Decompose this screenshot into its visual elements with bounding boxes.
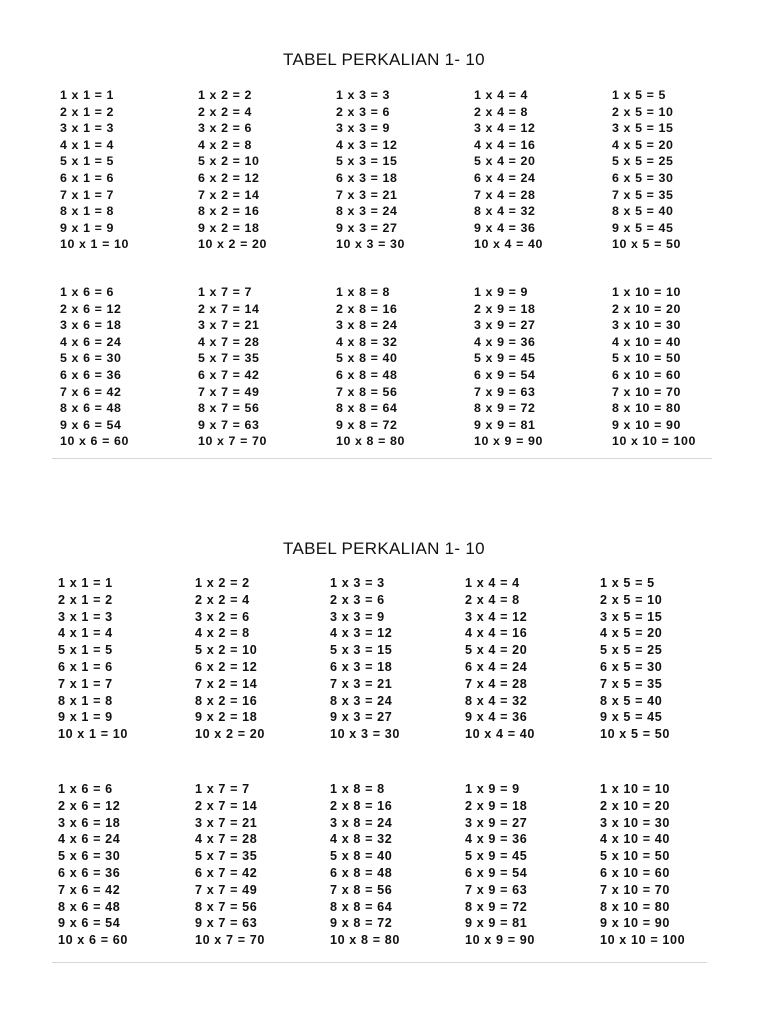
multiplication-row: 1 x 7 = 7 [195,782,250,796]
multiplication-row: 2 x 2 = 4 [195,592,250,607]
multiplication-row: 9 x 4 = 36 [465,710,528,725]
multiplication-row: 3 x 4 = 12 [465,609,528,624]
multiplication-row: 6 x 9 = 54 [465,865,528,880]
multiplication-row: 4 x 3 = 12 [336,137,398,152]
multiplication-row: 7 x 8 = 56 [330,882,393,897]
table-column [465,781,535,949]
multiplication-row: 10 x 6 = 60 [60,434,129,449]
multiplication-row: 8 x 9 = 72 [465,899,528,914]
multiplication-row: 9 x 3 = 27 [330,710,393,725]
multiplication-row: 10 x 6 = 60 [58,933,128,948]
multiplication-row: 6 x 1 = 6 [60,170,114,185]
multiplication-row: 9 x 9 = 81 [465,916,528,931]
sheet-title: TABEL PERKALIAN 1- 10 [283,50,485,69]
multiplication-row: 2 x 6 = 12 [58,798,121,813]
multiplication-row: 10 x 5 = 50 [600,727,670,742]
table-column [612,87,681,253]
multiplication-row: 2 x 10 = 20 [612,301,681,316]
multiplication-row: 4 x 5 = 20 [600,626,663,641]
multiplication-row: 6 x 8 = 48 [336,367,398,382]
multiplication-row: 2 x 5 = 10 [600,592,663,607]
multiplication-row: 10 x 3 = 30 [336,237,405,252]
divider [52,458,712,459]
multiplication-row: 9 x 10 = 90 [612,417,681,432]
multiplication-row: 5 x 6 = 30 [58,849,121,864]
multiplication-row: 5 x 1 = 5 [60,154,114,169]
multiplication-row: 8 x 3 = 24 [336,204,398,219]
multiplication-row: 10 x 7 = 70 [198,434,267,449]
multiplication-row: 5 x 4 = 20 [474,154,536,169]
multiplication-row: 3 x 4 = 12 [474,121,536,136]
multiplication-row: 4 x 9 = 36 [474,334,536,349]
multiplication-row: 7 x 8 = 56 [336,384,398,399]
multiplication-row: 4 x 6 = 24 [58,832,121,847]
multiplication-row: 3 x 10 = 30 [612,318,681,333]
multiplication-row: 5 x 3 = 15 [330,643,393,658]
multiplication-row: 3 x 3 = 9 [336,121,390,136]
multiplication-row: 4 x 2 = 8 [198,137,252,152]
multiplication-row: 9 x 2 = 18 [198,220,260,235]
multiplication-row: 5 x 9 = 45 [474,351,536,366]
divider [52,962,707,963]
multiplication-row: 5 x 7 = 35 [195,849,258,864]
multiplication-row: 9 x 6 = 54 [60,417,122,432]
multiplication-row: 6 x 7 = 42 [195,865,258,880]
multiplication-row: 8 x 10 = 80 [600,899,670,914]
multiplication-row: 8 x 2 = 16 [195,693,258,708]
multiplication-row: 2 x 7 = 14 [195,798,258,813]
multiplication-row: 2 x 3 = 6 [330,592,385,607]
multiplication-row: 9 x 7 = 63 [198,417,260,432]
multiplication-row: 10 x 5 = 50 [612,237,681,252]
multiplication-row: 10 x 1 = 10 [60,237,129,252]
multiplication-row: 8 x 8 = 64 [336,401,398,416]
multiplication-row: 8 x 7 = 56 [198,401,260,416]
table-column [60,87,129,253]
multiplication-row: 1 x 6 = 6 [60,285,114,299]
multiplication-row: 3 x 8 = 24 [330,815,393,830]
multiplication-row: 9 x 5 = 45 [600,710,663,725]
multiplication-row: 8 x 2 = 16 [198,204,260,219]
multiplication-row: 9 x 6 = 54 [58,916,121,931]
multiplication-row: 6 x 6 = 36 [58,865,121,880]
multiplication-row: 1 x 4 = 4 [474,88,528,102]
multiplication-row: 5 x 8 = 40 [336,351,398,366]
multiplication-row: 7 x 5 = 35 [600,676,663,691]
multiplication-row: 3 x 2 = 6 [195,609,250,624]
multiplication-row: 6 x 10 = 60 [612,367,681,382]
multiplication-row: 6 x 5 = 30 [600,659,663,674]
multiplication-row: 4 x 9 = 36 [465,832,528,847]
multiplication-row: 7 x 6 = 42 [58,882,121,897]
multiplication-row: 8 x 1 = 8 [58,693,113,708]
multiplication-row: 4 x 3 = 12 [330,626,393,641]
multiplication-row: 1 x 6 = 6 [58,782,113,796]
multiplication-row: 1 x 9 = 9 [474,285,528,299]
multiplication-row: 3 x 5 = 15 [612,121,674,136]
multiplication-row: 6 x 5 = 30 [612,170,674,185]
multiplication-row: 6 x 2 = 12 [198,170,260,185]
multiplication-row: 9 x 4 = 36 [474,220,536,235]
multiplication-row: 1 x 1 = 1 [60,88,114,102]
multiplication-row: 10 x 2 = 20 [195,727,265,742]
multiplication-row: 9 x 7 = 63 [195,916,258,931]
table-column [58,575,128,743]
multiplication-row: 9 x 5 = 45 [612,220,674,235]
multiplication-row: 10 x 8 = 80 [330,933,400,948]
multiplication-row: 4 x 10 = 40 [612,334,681,349]
multiplication-row: 9 x 8 = 72 [330,916,393,931]
table-column [195,781,265,949]
table-column [198,284,267,450]
multiplication-row: 6 x 1 = 6 [58,659,113,674]
multiplication-row: 3 x 7 = 21 [198,318,260,333]
multiplication-row: 4 x 2 = 8 [195,626,250,641]
table-column [330,781,400,949]
multiplication-row: 4 x 6 = 24 [60,334,122,349]
multiplication-row: 10 x 7 = 70 [195,933,265,948]
multiplication-row: 8 x 6 = 48 [60,401,122,416]
multiplication-row: 3 x 9 = 27 [474,318,536,333]
multiplication-row: 5 x 9 = 45 [465,849,528,864]
multiplication-row: 10 x 10 = 100 [600,933,686,948]
multiplication-row: 5 x 7 = 35 [198,351,260,366]
multiplication-row: 10 x 9 = 90 [465,933,535,948]
table-column [336,87,405,253]
multiplication-row: 8 x 4 = 32 [474,204,536,219]
multiplication-row: 7 x 2 = 14 [195,676,258,691]
multiplication-row: 3 x 10 = 30 [600,815,670,830]
multiplication-row: 6 x 3 = 18 [336,170,398,185]
multiplication-row: 6 x 4 = 24 [465,659,528,674]
multiplication-row: 9 x 2 = 18 [195,710,258,725]
multiplication-row: 2 x 1 = 2 [58,592,113,607]
multiplication-row: 7 x 3 = 21 [330,676,393,691]
multiplication-row: 2 x 8 = 16 [336,301,398,316]
multiplication-row: 8 x 9 = 72 [474,401,536,416]
multiplication-row: 9 x 8 = 72 [336,417,398,432]
multiplication-row: 1 x 2 = 2 [195,576,250,590]
multiplication-row: 1 x 8 = 8 [336,285,390,299]
multiplication-row: 1 x 3 = 3 [330,576,385,590]
multiplication-row: 2 x 6 = 12 [60,301,122,316]
multiplication-row: 10 x 2 = 20 [198,237,267,252]
multiplication-row: 5 x 6 = 30 [60,351,122,366]
multiplication-row: 1 x 9 = 9 [465,782,520,796]
multiplication-row: 4 x 7 = 28 [198,334,260,349]
table-column [474,87,543,253]
multiplication-row: 3 x 6 = 18 [60,318,122,333]
multiplication-row: 7 x 9 = 63 [474,384,536,399]
multiplication-row: 9 x 3 = 27 [336,220,398,235]
multiplication-row: 3 x 6 = 18 [58,815,121,830]
table-column [198,87,267,253]
multiplication-row: 3 x 8 = 24 [336,318,398,333]
multiplication-row: 1 x 5 = 5 [600,576,655,590]
multiplication-row: 7 x 7 = 49 [198,384,260,399]
multiplication-row: 2 x 4 = 8 [465,592,520,607]
multiplication-row: 7 x 4 = 28 [474,187,536,202]
multiplication-row: 7 x 3 = 21 [336,187,398,202]
multiplication-row: 5 x 2 = 10 [198,154,260,169]
multiplication-row: 5 x 5 = 25 [612,154,674,169]
multiplication-row: 4 x 5 = 20 [612,137,674,152]
multiplication-row: 7 x 9 = 63 [465,882,528,897]
multiplication-row: 1 x 8 = 8 [330,782,385,796]
multiplication-row: 2 x 3 = 6 [336,104,390,119]
multiplication-row: 1 x 4 = 4 [465,576,520,590]
multiplication-row: 4 x 8 = 32 [330,832,393,847]
multiplication-row: 5 x 8 = 40 [330,849,393,864]
multiplication-row: 2 x 8 = 16 [330,798,393,813]
multiplication-row: 4 x 4 = 16 [465,626,528,641]
multiplication-row: 4 x 10 = 40 [600,832,670,847]
multiplication-row: 6 x 10 = 60 [600,865,670,880]
multiplication-row: 7 x 2 = 14 [198,187,260,202]
multiplication-row: 7 x 1 = 7 [60,187,114,202]
multiplication-row: 9 x 1 = 9 [58,710,113,725]
multiplication-row: 3 x 3 = 9 [330,609,385,624]
multiplication-row: 3 x 9 = 27 [465,815,528,830]
multiplication-row: 9 x 9 = 81 [474,417,536,432]
multiplication-row: 2 x 9 = 18 [465,798,528,813]
multiplication-row: 10 x 9 = 90 [474,434,543,449]
table-column [612,284,696,450]
multiplication-row: 10 x 10 = 100 [612,434,696,449]
multiplication-row: 6 x 9 = 54 [474,367,536,382]
multiplication-row: 8 x 5 = 40 [612,204,674,219]
table-column [60,284,129,450]
multiplication-row: 8 x 3 = 24 [330,693,393,708]
multiplication-row: 5 x 4 = 20 [465,643,528,658]
multiplication-row: 4 x 1 = 4 [58,626,113,641]
multiplication-row: 2 x 1 = 2 [60,104,114,119]
multiplication-row: 5 x 3 = 15 [336,154,398,169]
multiplication-row: 6 x 7 = 42 [198,367,260,382]
multiplication-row: 8 x 4 = 32 [465,693,528,708]
multiplication-row: 4 x 7 = 28 [195,832,258,847]
multiplication-row: 8 x 6 = 48 [58,899,121,914]
multiplication-row: 10 x 4 = 40 [474,237,543,252]
multiplication-row: 10 x 4 = 40 [465,727,535,742]
multiplication-row: 1 x 10 = 10 [600,782,670,796]
multiplication-row: 7 x 10 = 70 [600,882,670,897]
multiplication-row: 2 x 5 = 10 [612,104,674,119]
multiplication-row: 5 x 1 = 5 [58,643,113,658]
multiplication-row: 7 x 6 = 42 [60,384,122,399]
multiplication-row: 2 x 7 = 14 [198,301,260,316]
multiplication-row: 3 x 1 = 3 [58,609,113,624]
multiplication-row: 2 x 2 = 4 [198,104,252,119]
multiplication-row: 10 x 3 = 30 [330,727,400,742]
multiplication-row: 2 x 9 = 18 [474,301,536,316]
multiplication-row: 8 x 5 = 40 [600,693,663,708]
multiplication-row: 8 x 10 = 80 [612,401,681,416]
multiplication-row: 9 x 1 = 9 [60,220,114,235]
multiplication-row: 1 x 1 = 1 [58,576,113,590]
table-column [195,575,265,743]
multiplication-row: 1 x 3 = 3 [336,88,390,102]
table-column [600,575,670,743]
multiplication-row: 7 x 10 = 70 [612,384,681,399]
multiplication-row: 3 x 1 = 3 [60,121,114,136]
multiplication-row: 1 x 2 = 2 [198,88,252,102]
multiplication-row: 1 x 5 = 5 [612,88,666,102]
multiplication-row: 4 x 1 = 4 [60,137,114,152]
table-column [330,575,400,743]
multiplication-row: 4 x 4 = 16 [474,137,536,152]
table-column [336,284,405,450]
multiplication-row: 5 x 2 = 10 [195,643,258,658]
multiplication-row: 8 x 8 = 64 [330,899,393,914]
table-column [465,575,535,743]
multiplication-row: 7 x 1 = 7 [58,676,113,691]
multiplication-row: 2 x 4 = 8 [474,104,528,119]
multiplication-row: 5 x 10 = 50 [612,351,681,366]
multiplication-row: 1 x 7 = 7 [198,285,252,299]
multiplication-row: 5 x 5 = 25 [600,643,663,658]
multiplication-row: 7 x 5 = 35 [612,187,674,202]
multiplication-row: 6 x 6 = 36 [60,367,122,382]
sheet-title: TABEL PERKALIAN 1- 10 [283,539,485,558]
multiplication-row: 10 x 8 = 80 [336,434,405,449]
multiplication-row: 3 x 7 = 21 [195,815,258,830]
multiplication-row: 6 x 3 = 18 [330,659,393,674]
multiplication-row: 6 x 2 = 12 [195,659,258,674]
table-column [600,781,685,949]
multiplication-row: 3 x 2 = 6 [198,121,252,136]
table-column [58,781,128,949]
multiplication-row: 9 x 10 = 90 [600,916,670,931]
multiplication-row: 7 x 4 = 28 [465,676,528,691]
multiplication-row: 3 x 5 = 15 [600,609,663,624]
multiplication-row: 2 x 10 = 20 [600,798,670,813]
multiplication-row: 1 x 10 = 10 [612,285,681,299]
multiplication-row: 10 x 1 = 10 [58,727,128,742]
multiplication-row: 4 x 8 = 32 [336,334,398,349]
multiplication-row: 6 x 4 = 24 [474,170,536,185]
multiplication-row: 8 x 7 = 56 [195,899,258,914]
table-column [474,284,543,450]
multiplication-row: 5 x 10 = 50 [600,849,670,864]
multiplication-row: 7 x 7 = 49 [195,882,258,897]
multiplication-row: 6 x 8 = 48 [330,865,393,880]
multiplication-row: 8 x 1 = 8 [60,204,114,219]
